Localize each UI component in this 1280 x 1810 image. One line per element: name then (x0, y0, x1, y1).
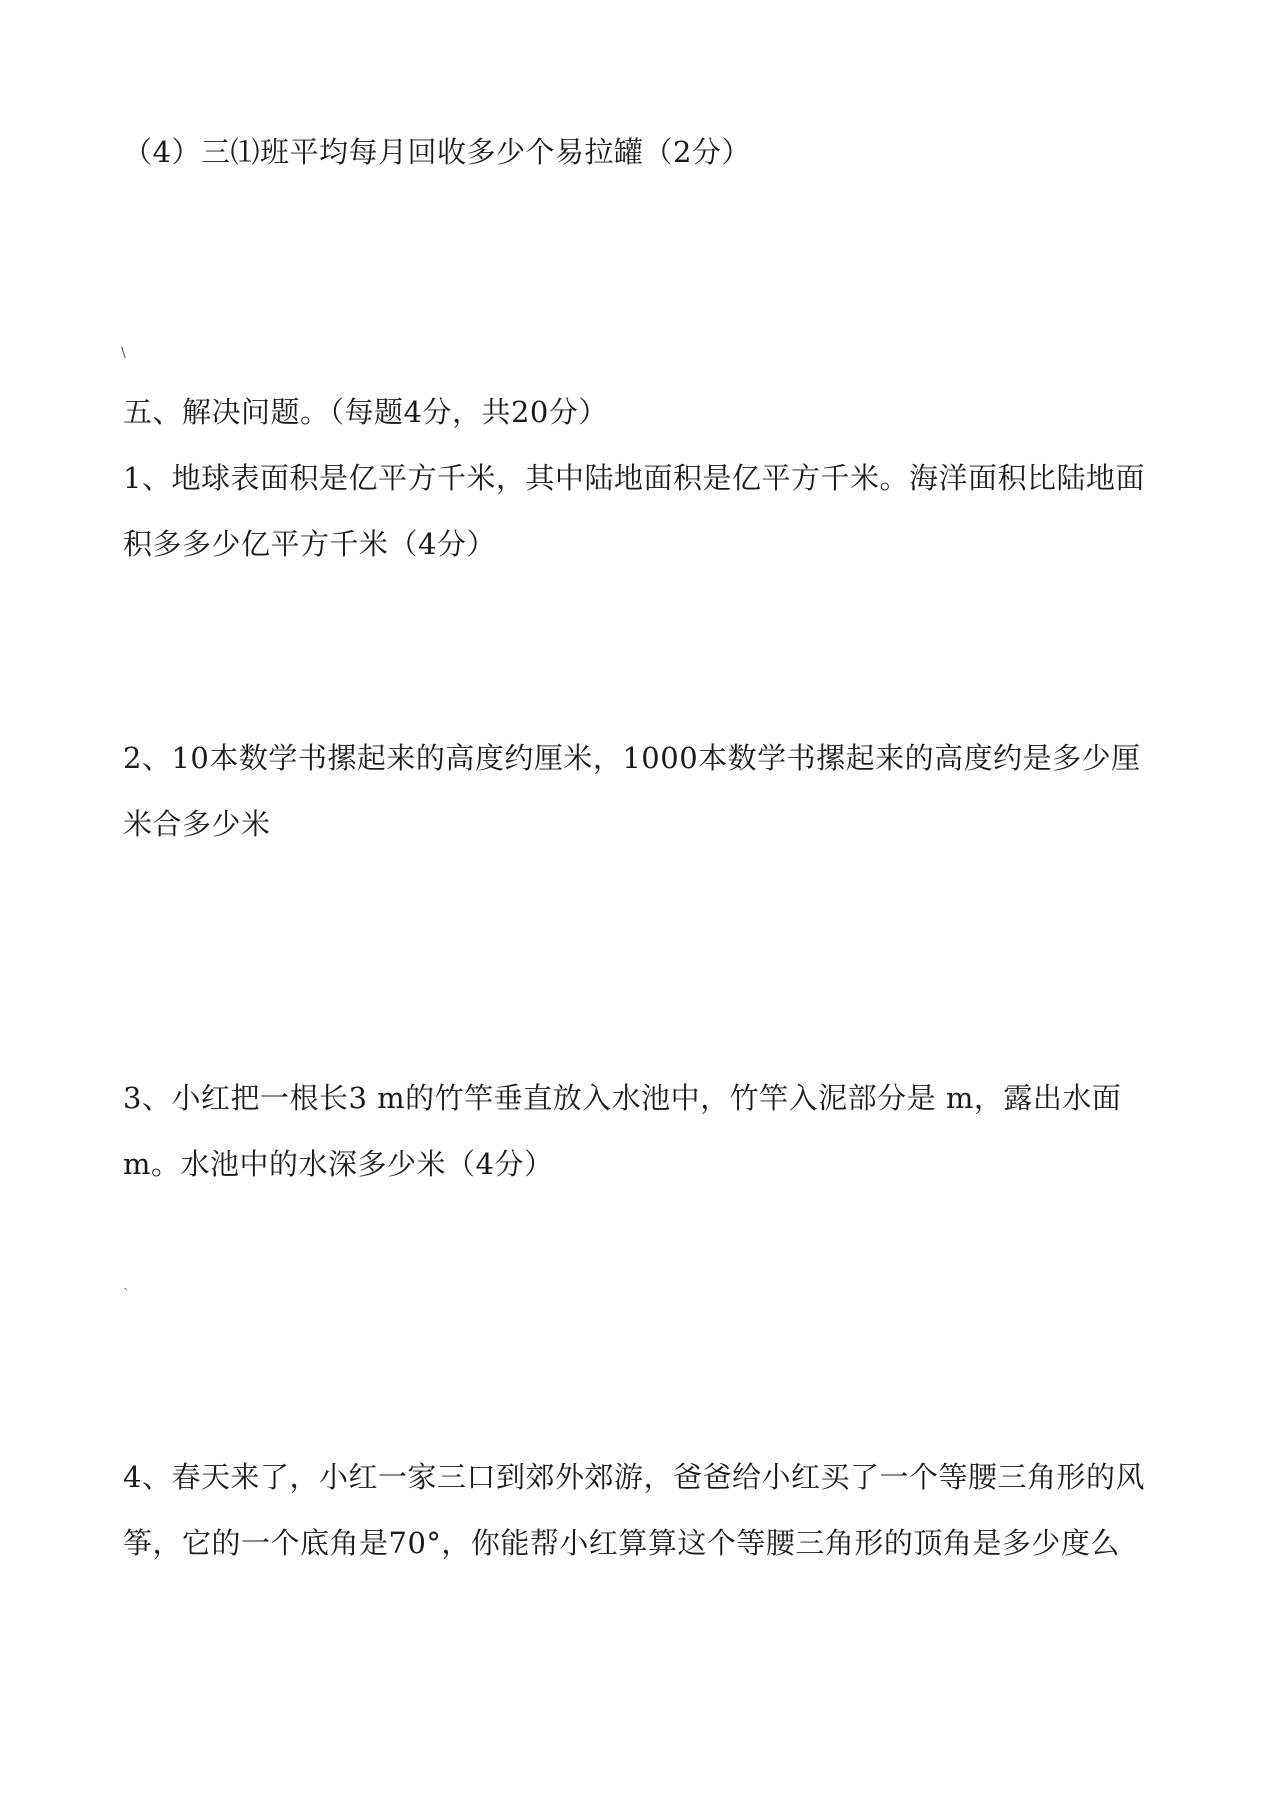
stray-mark: ` (123, 1287, 130, 1303)
problem-2-line-2: 米合多少米 (123, 807, 271, 841)
problem-1-line-2: 积多多少亿平方千米（4分） (123, 527, 496, 561)
problem-4-line-1: 4、春天来了，小红一家三口到郊外郊游，爸爸给小红买了一个等腰三角形的风 (123, 1460, 1145, 1494)
problem-2-line-1: 2、10本数学书摞起来的高度约厘米，1000本数学书摞起来的高度约是多少厘 (123, 741, 1141, 775)
problem-4-line-2: 筝，它的一个底角是70°，你能帮小红算算这个等腰三角形的顶角是多少度么 (123, 1526, 1120, 1560)
question-4-recycling-cans: （4）三⑴班平均每月回收多少个易拉罐（2分） (123, 135, 751, 169)
section-5-heading: 五、解决问题。（每题4分，共20分） (123, 395, 608, 429)
problem-3-line-1: 3、小红把一根长3 m的竹竿垂直放入水池中，竹竿入泥部分是 m，露出水面 (123, 1081, 1122, 1115)
stray-mark: \ (121, 345, 126, 361)
problem-1-line-1: 1、地球表面积是亿平方千米，其中陆地面积是亿平方千米。海洋面积比陆地面 (123, 461, 1145, 495)
problem-3-line-2: m。水池中的水深多少米（4分） (123, 1147, 554, 1181)
